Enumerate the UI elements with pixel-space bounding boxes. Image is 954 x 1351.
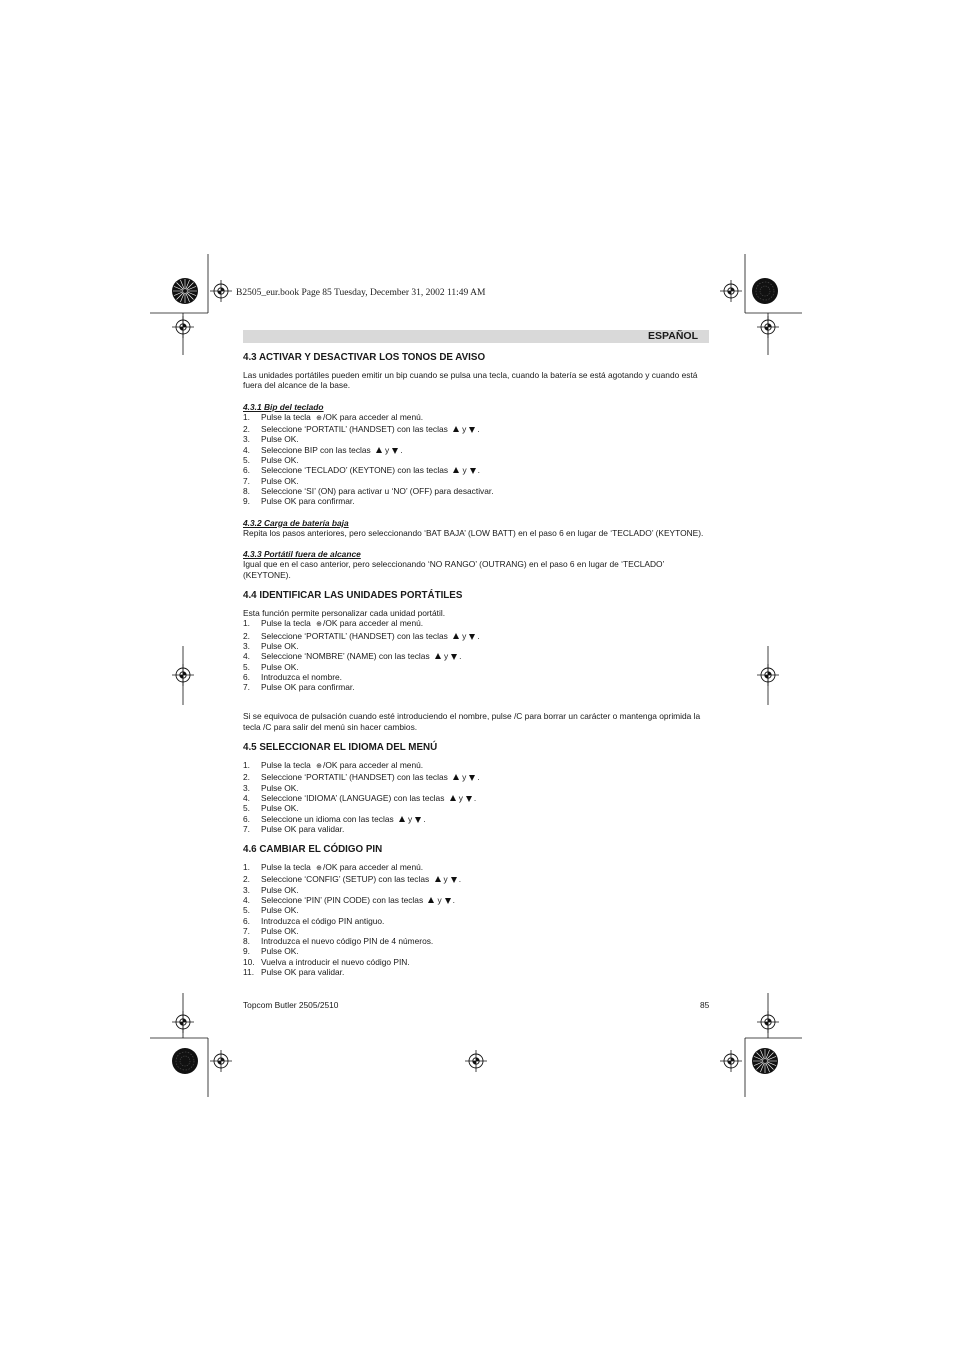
subsection-4-3-3-text: Igual que en el caso anterior, pero seleccionando ‘NO RANGO’ (OUTRANG) en el paso 6 en lugar de ‘TECLADO’ (KEYTONE). <box>243 559 665 580</box>
list-item: 2. Seleccione ‘PORTATIL’ (HANDSET) con las teclas y . <box>243 772 480 783</box>
up-arrow-icon <box>453 774 459 780</box>
list-item: 4. Seleccione ‘NOMBRE’ (NAME) con las teclas y . <box>243 651 462 662</box>
steps-list <box>243 618 713 692</box>
steps-list <box>243 760 713 834</box>
list-item: 3. Pulse OK. <box>243 884 299 895</box>
down-arrow-icon <box>469 634 475 640</box>
up-arrow-icon <box>453 633 459 639</box>
list-item: 1. Pulse la tecla ⊕/OK para acceder al menú. <box>243 862 713 874</box>
list-item: 1. Pulse la tecla ⊕/OK para acceder al menú. <box>243 760 713 772</box>
subsection-4-3-2-text: Repita los pasos anteriores, pero seleccionando ‘BAT BAJA’ (LOW BATT) en el paso 6 en lugar de ‘TECLADO’ (KEYTONE). <box>243 527 704 538</box>
list-item: 1. Pulse la tecla ⊕/OK para acceder al menú. <box>243 618 713 630</box>
book-header: B2505_eur.book Page 85 Tuesday, December 31, 2002 11:49 AM <box>236 288 486 298</box>
list-item: 5. Pulse OK. <box>243 455 299 466</box>
list-item: 7. Pulse OK para validar. <box>243 823 345 834</box>
list-item: 4. Seleccione ‘PIN’ (PIN CODE) con las teclas y . <box>243 894 455 905</box>
list-item: 8. Introduzca el nuevo código PIN de 4 números. <box>243 936 434 947</box>
up-arrow-icon <box>435 653 441 659</box>
list-item: 7. Pulse OK. <box>243 475 299 486</box>
list-item: 5. Pulse OK. <box>243 905 299 916</box>
section-4-4-note: Si se equivoca de pulsación cuando esté introduciendo el nombre, pulse /C para borrar un carácter o mantenga oprimida la tecla /C para salir del menú sin hacer cambios. <box>243 711 701 732</box>
subsection-4-3-3-title: 4.3.3 Portátil fuera de alcance <box>243 549 361 560</box>
up-arrow-icon <box>435 876 441 882</box>
page-content <box>243 352 713 977</box>
down-arrow-icon <box>415 817 421 823</box>
list-item: 2. Seleccione ‘CONFIG’ (SETUP) con las teclas y . <box>243 874 462 885</box>
list-item: 7. Pulse OK para confirmar. <box>243 682 355 693</box>
down-arrow-icon <box>469 775 475 781</box>
section-4-3-intro: Las unidades portátiles pueden emitir un bip cuando se pulsa una tecla, cuando la batería se está agotando y cuando está fuera del alcance de la base. <box>243 370 698 391</box>
up-arrow-icon <box>453 426 459 432</box>
list-item: 4. Seleccione BIP con las teclas y . <box>243 444 403 455</box>
footer-product: Topcom Butler 2505/2510 <box>243 1000 339 1010</box>
list-item: 3. Pulse OK. <box>243 782 299 793</box>
list-item: 4. Seleccione ‘IDIOMA’ (LANGUAGE) con las teclas y . <box>243 792 477 803</box>
list-item: 6. Introduzca el nombre. <box>243 671 343 682</box>
up-arrow-icon <box>399 816 405 822</box>
steps-list <box>243 862 713 977</box>
section-4-3-title: 4.3 ACTIVAR Y DESACTIVAR LOS TONOS DE AVISO <box>243 352 486 363</box>
list-item: 3. Pulse OK. <box>243 640 299 651</box>
language-label: ESPAÑOL <box>648 330 698 342</box>
list-item: 5. Pulse OK. <box>243 661 299 672</box>
list-item: 6. Introduzca el código PIN antiguo. <box>243 915 385 926</box>
list-item: 5. Pulse OK. <box>243 803 299 814</box>
section-4-4-intro: Esta función permite personalizar cada unidad portátil. <box>243 608 446 619</box>
down-arrow-icon <box>469 427 475 433</box>
up-arrow-icon <box>376 447 382 453</box>
list-item: 7. Pulse OK. <box>243 925 299 936</box>
list-item: 9. Pulse OK para confirmar. <box>243 496 355 507</box>
list-item: 9. Pulse OK. <box>243 946 299 957</box>
up-arrow-icon <box>428 897 434 903</box>
list-item: 11. Pulse OK para validar. <box>243 967 345 978</box>
subsection-4-3-2-title: 4.3.2 Carga de batería baja <box>243 517 349 528</box>
list-item: 2. Seleccione ‘PORTATIL’ (HANDSET) con las teclas y . <box>243 630 480 641</box>
down-arrow-icon <box>451 654 457 660</box>
section-4-4-title: 4.4 IDENTIFICAR LAS UNIDADES PORTÁTILES <box>243 590 463 602</box>
list-item: 8. Seleccione ‘SI’ (ON) para activar u ‘NO’ (OFF) para desactivar. <box>243 485 494 496</box>
list-item: 6. Seleccione un idioma con las teclas y . <box>243 813 426 824</box>
section-4-6-title: 4.6 CAMBIAR EL CÓDIGO PIN <box>243 844 383 856</box>
down-arrow-icon <box>466 796 472 802</box>
steps-list <box>243 412 713 507</box>
menu-key-icon: ⊕ <box>316 865 323 873</box>
down-arrow-icon <box>451 877 457 883</box>
down-arrow-icon <box>445 898 451 904</box>
list-item: 2. Seleccione ‘PORTATIL’ (HANDSET) con las teclas y . <box>243 424 480 435</box>
page-number: 85 <box>700 1000 710 1010</box>
list-item: 6. Seleccione ‘TECLADO’ (KEYTONE) con las teclas y . <box>243 465 480 476</box>
menu-key-icon: ⊕ <box>316 414 323 422</box>
down-arrow-icon <box>392 448 398 454</box>
up-arrow-icon <box>453 467 459 473</box>
menu-key-icon: ⊕ <box>316 763 323 771</box>
list-item: 10. Vuelva a introducir el nuevo código PIN. <box>243 956 410 967</box>
section-4-5-title: 4.5 SELECCIONAR EL IDIOMA DEL MENÚ <box>243 742 438 754</box>
list-item: 1. Pulse la tecla ⊕/OK para acceder al menú. <box>243 412 713 424</box>
menu-key-icon: ⊕ <box>316 621 323 629</box>
subsection-4-3-1-title: 4.3.1 Bip del teclado <box>243 401 324 412</box>
list-item: 3. Pulse OK. <box>243 434 299 445</box>
up-arrow-icon <box>450 795 456 801</box>
down-arrow-icon <box>470 468 476 474</box>
language-bar <box>243 330 709 343</box>
